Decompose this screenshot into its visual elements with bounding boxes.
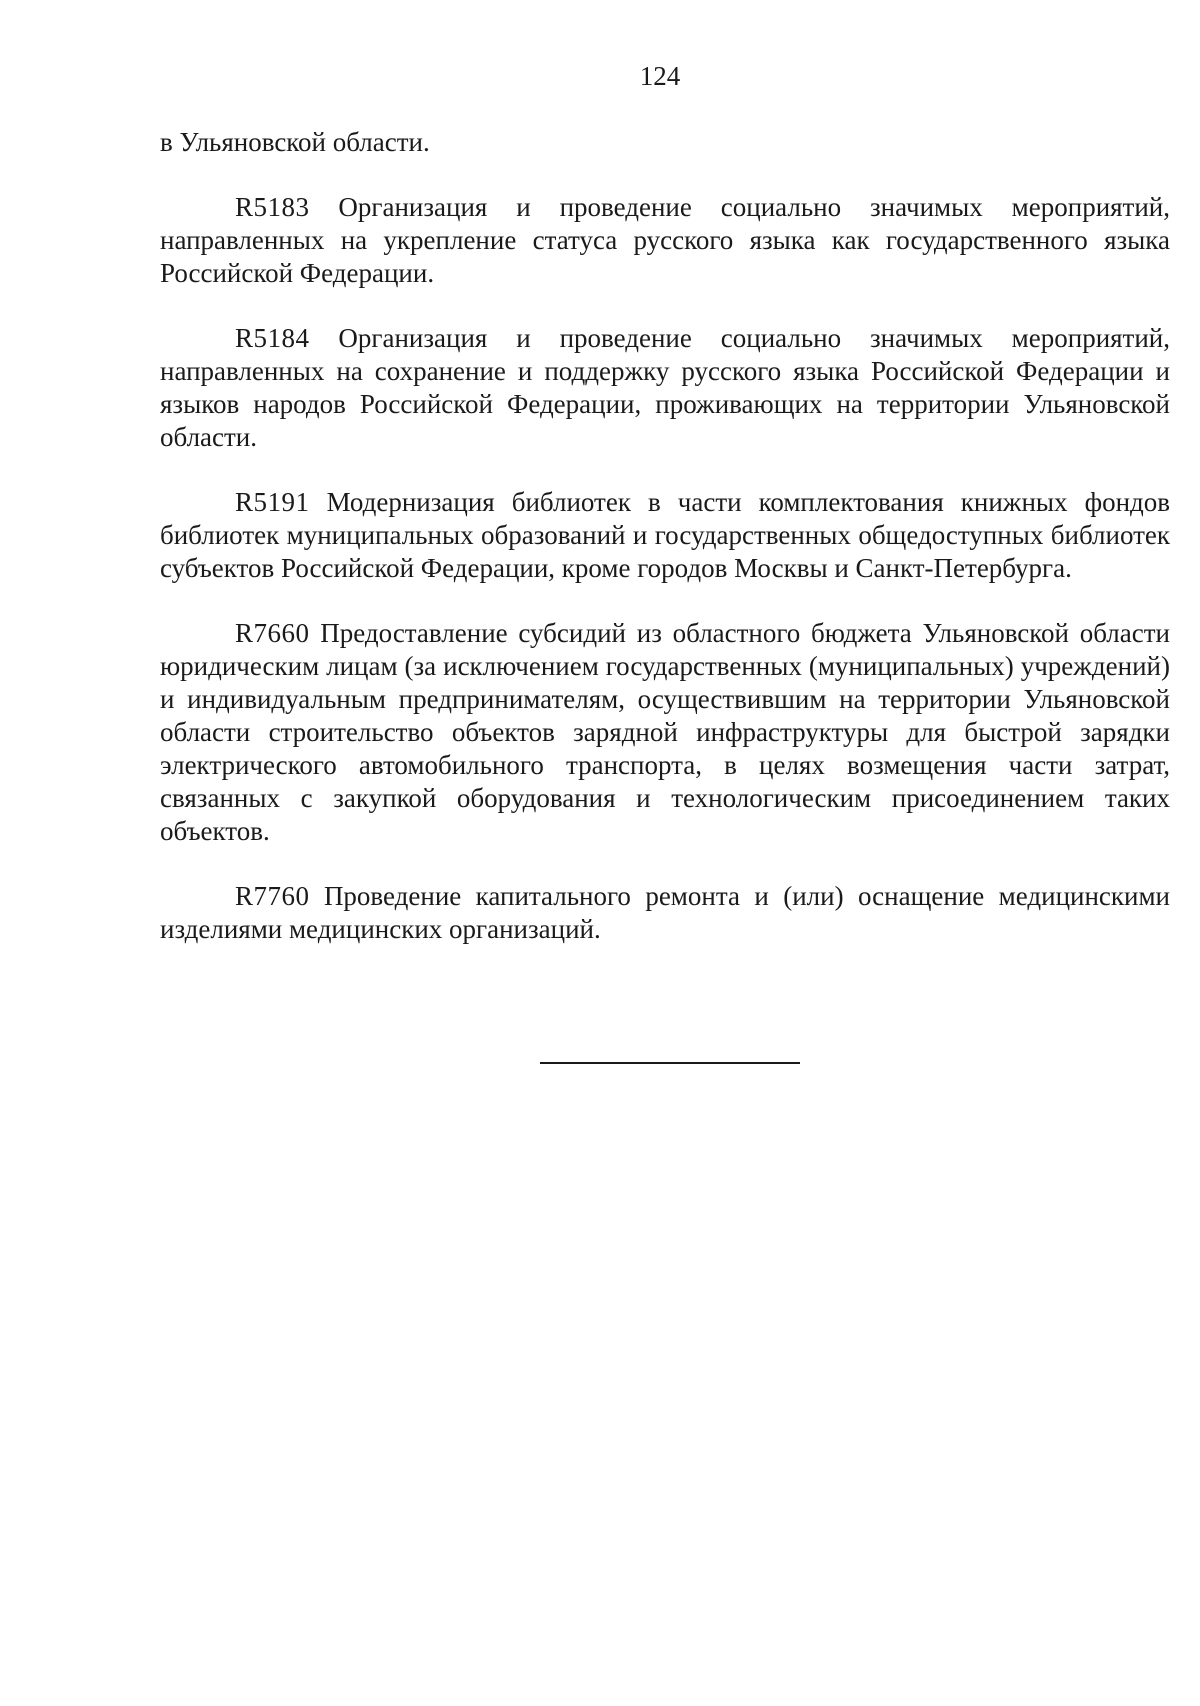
continuation-text: в Ульяновской области. [160,127,430,157]
budget-code: R5184 [235,323,310,353]
code-description: Организация и проведение социально значимых мероприятий, направленных на сохранение и поддержку русского языка Российской Федерации и языков народов Российской Федерации, проживающих на территории Ульяновской области. [160,323,1171,452]
code-paragraph-r5183 [160,191,1170,290]
budget-code: R5191 [235,487,310,517]
code-paragraph-r7660 [160,617,1170,848]
budget-code: R5183 [235,192,310,222]
code-paragraph-r5184 [160,322,1170,454]
budget-code: R7660 [235,618,310,648]
budget-code: R7760 [235,881,310,911]
code-description: Предоставление субсидий из областного бюджета Ульяновской области юридическим лицам (за исключением государственных (муниципальных) учреждений) и индивидуальным предпринимателям, осуществившим на территории Ульяновской области строительство объектов зарядной инфраструктуры для быстрой зарядки электрического автомобильного транспорта, в целях возмещения части затрат, связанных с закупкой оборудования и технологическим присоединением таких объектов. [160,618,1170,846]
code-description: Проведение капитального ремонта и (или) оснащение медицинскими изделиями медицинских организаций. [160,881,1171,944]
code-paragraph-r5191 [160,486,1170,585]
code-paragraph-r7760 [160,880,1170,946]
code-description: Модернизация библиотек в части комплектования книжных фондов библиотек муниципальных образований и государственных общедоступных библиотек субъектов Российской Федерации, кроме городов Москвы и Санкт-Петербурга. [160,487,1170,583]
code-description: Организация и проведение социально значимых мероприятий, направленных на укрепление статуса русского языка как государственного языка Российской Федерации. [160,192,1171,288]
document-body [160,126,1170,978]
end-of-document-rule [540,1062,800,1064]
page-number: 124 [639,61,681,91]
